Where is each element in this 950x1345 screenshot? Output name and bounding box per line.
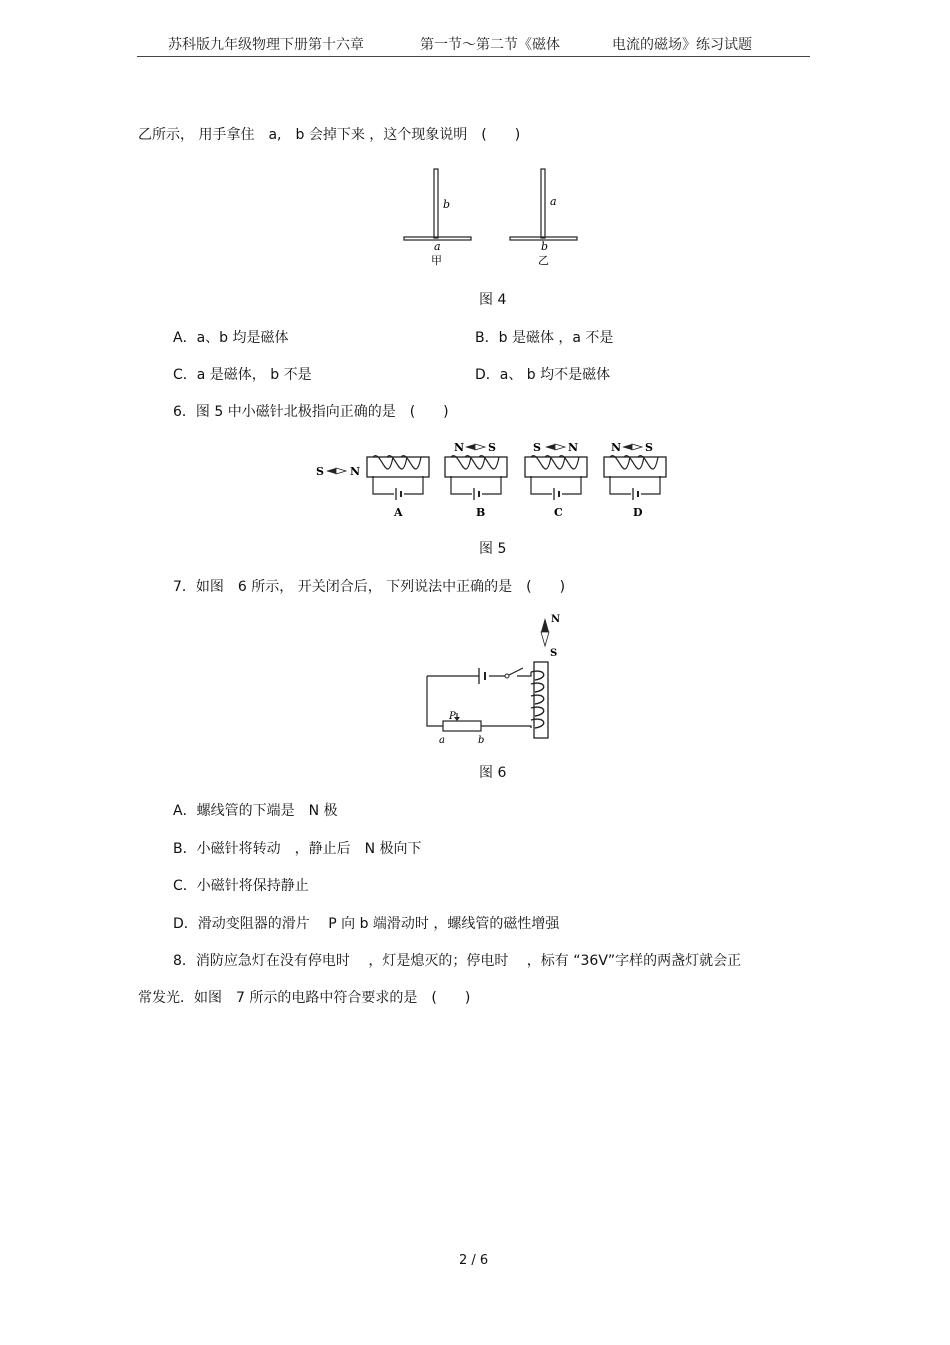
q5-option-b: B．b 是磁体 ，a 不是 [475,330,614,346]
q7-option-b: B．小磁针将转动 ，静止后 N 极向下 [173,841,422,857]
fig4-left-name: 甲 [431,254,442,267]
header-rule [137,56,810,57]
fig4-right-bottom-label: b [541,240,549,253]
fig6-north-label: N [551,614,561,625]
fig6-slider-label: P [449,711,456,722]
page-number: 2 / 6 [459,1253,489,1268]
q7-stem: 7．如图 6 所示， 开关闭合后， 下列说法中正确的是 ( ) [173,579,566,595]
q5-option-a: A．a、b 均是磁体 [173,330,289,346]
fig5-d-left-pole: N [611,441,622,454]
fig5-b-left-pole: N [454,441,465,454]
figure-5-solenoids [312,438,682,523]
header-title-part2: 第一节～第二节《磁体 [420,37,560,53]
fig5-panel-a [316,456,429,519]
header-title-part3: 电流的磁场》练习试题 [612,37,752,53]
fig5-a-right-pole: N [350,465,361,478]
fig5-c-right-pole: N [568,441,579,454]
figure-4-caption: 图 4 [479,292,507,308]
q7-option-d: D．滑动变阻器的滑片 P 向 b 端滑动时 ，螺线管的磁性增强 [173,916,560,932]
fig4-right-vertical-bar [541,169,545,238]
fig4-right-name: 乙 [538,254,549,267]
fig4-right-top-label: a [550,195,557,208]
fig6-rheostat [443,721,481,731]
q5-option-d: D．a、 b 均不是磁体 [475,367,611,383]
figure-6-circuit [415,610,575,750]
fig5-panel-b [445,441,507,519]
fig5-a-left-pole: S [316,465,324,478]
fig5-d-letter: D [633,506,643,519]
q6-stem: 6．图 5 中小磁针北极指向正确的是 ( ) [173,404,449,420]
fig5-d-right-pole: S [645,441,653,454]
fig5-b-letter: B [476,506,486,519]
fig5-b-right-pole: S [488,441,496,454]
fig6-end-b-label: b [478,735,485,746]
q8-stem-line1: 8．消防应急灯在没有停电时 ，灯是熄灭的；停电时 ，标有 “36V”字样的两盏灯就会正 [173,953,742,969]
q7-option-a: A．螺线管的下端是 N 极 [173,803,338,819]
fig4-left-top-label: b [443,198,451,211]
header-title-part1: 苏科版九年级物理下册第十六章 [168,37,364,53]
fig5-c-left-pole: S [533,441,541,454]
fig5-panel-d [604,441,666,519]
fig5-panel-c [525,441,587,519]
fig5-c-letter: C [554,506,563,519]
fig4-left-bottom-label: a [434,240,441,253]
fig6-switch-blade [509,668,523,675]
figure-6-caption: 图 6 [479,765,507,781]
fig6-end-a-label: a [439,735,445,746]
fig6-south-label: S [550,648,558,659]
fig6-compass-needle [541,618,549,646]
fig6-coil [531,671,544,728]
q8-stem-line2: 常发光．如图 7 所示的电路中符合要求的是 ( ) [138,990,471,1006]
fig6-switch-pivot [505,674,509,678]
figure-4-magnet-bars [395,165,595,270]
q5-option-c: C．a 是磁体， b 不是 [173,367,312,383]
fig5-a-letter: A [394,506,403,519]
q5-stem: 乙所示， 用手拿住 a, b 会掉下来 ，这个现象说明 ( ) [138,127,521,143]
fig4-left-vertical-bar [434,169,438,238]
q7-option-c: C．小磁针将保持静止 [173,878,309,894]
figure-5-caption: 图 5 [479,541,507,557]
